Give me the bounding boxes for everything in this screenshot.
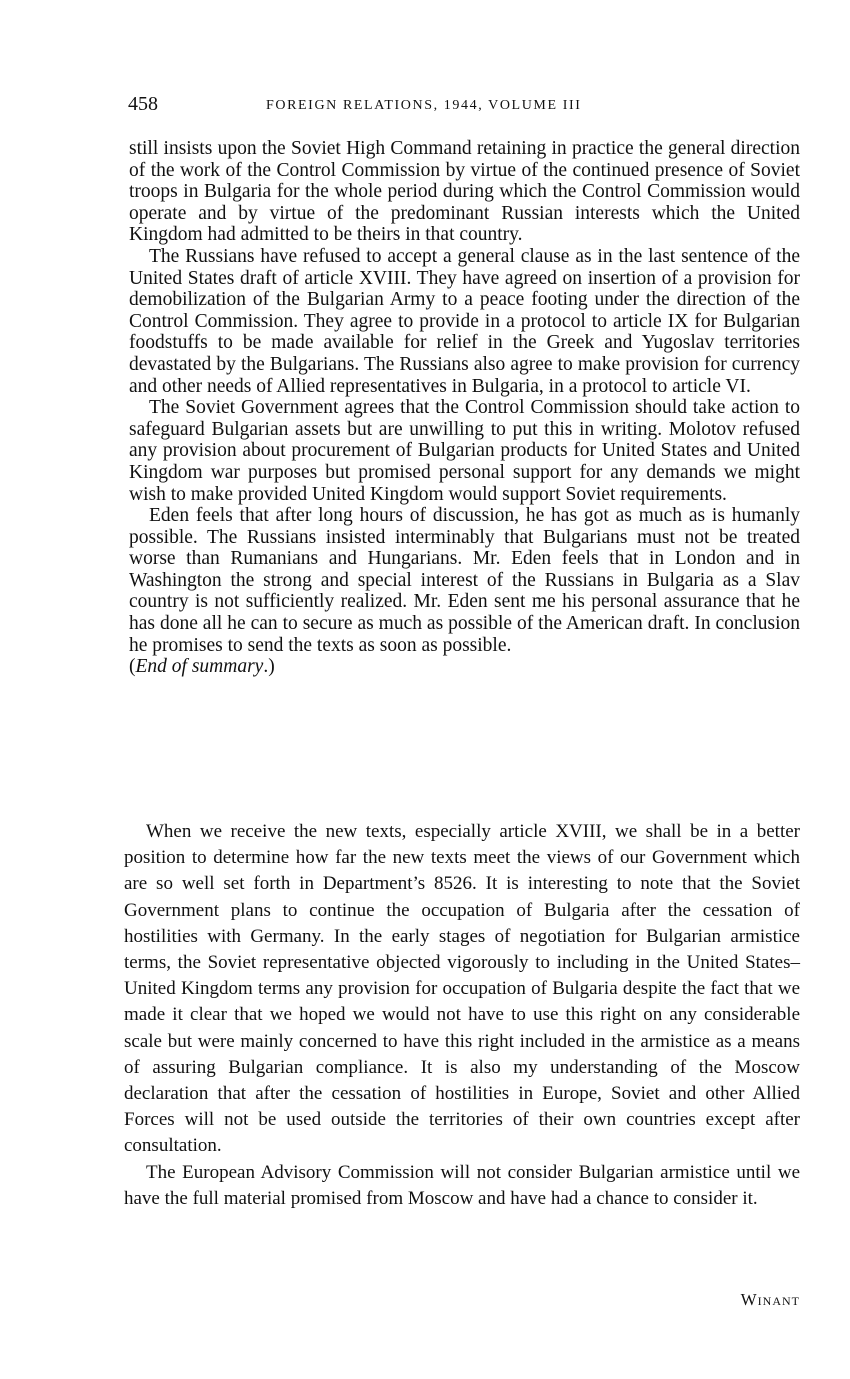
quoted-paragraph: still insists upon the Soviet High Command retaining in practice the general direction of the work of the Control Commission by virtue of the continued presence of Soviet troops in Bulgaria for the whole period during which the Control Commission would operate and by virtue of the predominant Russian interests which the United Kingdom had admitted to be theirs in that country. — [129, 138, 800, 246]
quoted-paragraph: The Russians have refused to accept a general clause as in the last sentence of the United States draft of article XVIII. They have agreed on insertion of a provision for demobilization of the Bulgarian Army to a peace footing under the direction of the Control Commission. They agree to provide in a protocol to article IX for Bulgarian foodstuffs to be made available for relief in the Greek and Yugoslav territories devastated by the Bulgarians. The Russians also agree to make provision for currency and other needs of Allied representatives in Bulgaria, in a protocol to article VI. — [129, 245, 800, 397]
quoted-paragraph: The Soviet Government agrees that the Control Commission should take action to safeguard Bulgarian assets but are unwilling to put this in writing. Molotov refused any provision about procurement of Bulgarian products for United States and United Kingdom war purposes but promised personal support for any demands we might wish to make provided United Kingdom would support Soviet requirements. — [129, 397, 800, 505]
running-head: FOREIGN RELATIONS, 1944, VOLUME III — [266, 98, 582, 113]
page-number: 458 — [128, 93, 158, 115]
body-paragraph: When we receive the new texts, especially article XVIII, we shall be in a better position to determine how far the new texts meet the views of our Government which are so well set forth in Department’s 8526. It is interesting to note that the Soviet Government plans to continue the occupation of Bulgaria after the cessation of hostilities with Germany. In the early stages of negotiation for Bulgarian armistice terms, the Soviet representative objected vigorously to including in the United States–United Kingdom terms any provision for occupation of Bulgaria despite the fact that we made it clear that we hoped we would not have to use this right on any considerable scale but were mainly concerned to have this right included in the armistice as a means of assuring Bulgarian compliance. It is also my understanding of the Moscow declaration that after the cessation of hostilities in Europe, Soviet and other Allied Forces will not be used outside the territories of their own countries except after consultation. — [124, 821, 800, 1157]
body-paragraph: The European Advisory Commission will not consider Bulgarian armistice until we have the full material promised from Moscow and have had a chance to consider it. — [124, 1161, 800, 1209]
quoted-summary — [129, 138, 800, 678]
end-of-summary: (End of summary.) — [129, 656, 275, 678]
main-text — [124, 819, 800, 1212]
quoted-paragraph: Eden feels that after long hours of discussion, he has got as much as is humanly possible. The Russians insisted interminably that Bulgarians must not be treated worse than Rumanians and Hungarians. Mr. Eden feels that in London and in Washington the strong and special interest of the Russians in Bulgaria as a Slav country is not sufficiently realized. Mr. Eden sent me his personal assurance that he has done all he can to secure as much as possible of the American draft. In conclusion he promises to send the texts as soon as possible. — [129, 505, 800, 656]
signature: Winant — [740, 1290, 800, 1309]
page-header — [128, 93, 800, 119]
